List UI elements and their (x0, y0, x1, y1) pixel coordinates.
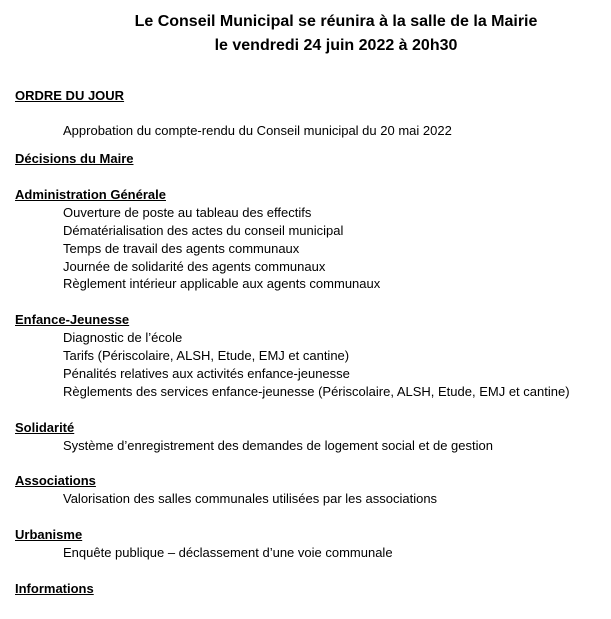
section-heading-urbanisme: Urbanisme (15, 527, 83, 542)
agenda-item: Règlement intérieur applicable aux agents communaux (63, 276, 381, 291)
section-heading-informations: Informations (15, 581, 94, 596)
meeting-title-line-2: le vendredi 24 juin 2022 à 20h30 (214, 37, 458, 54)
agenda-item: Journée de solidarité des agents communaux (63, 259, 326, 274)
agenda-item: Temps de travail des agents communaux (63, 241, 300, 256)
agenda-item: Ouverture de poste au tableau des effectifs (63, 205, 312, 220)
section-heading-decisions-du-maire: Décisions du Maire (15, 151, 134, 166)
section-heading-enfance-jeunesse: Enfance-Jeunesse (15, 312, 130, 327)
agenda-item: Enquête publique – déclassement d’une voie communale (63, 545, 393, 560)
agenda-heading: ORDRE DU JOUR (15, 88, 125, 103)
agenda-item: Diagnostic de l’école (63, 330, 183, 345)
agenda-approval-item: Approbation du compte-rendu du Conseil municipal du 20 mai 2022 (63, 123, 452, 138)
agenda-item: Valorisation des salles communales utilisées par les associations (63, 491, 438, 506)
agenda-item: Pénalités relatives aux activités enfance-jeunesse (63, 366, 350, 381)
section-heading-solidarite: Solidarité (15, 420, 75, 435)
section-heading-administration-generale: Administration Générale (15, 187, 166, 202)
section-heading-associations: Associations (15, 473, 96, 488)
agenda-item: Tarifs (Périscolaire, ALSH, Etude, EMJ et cantine) (63, 348, 350, 363)
agenda-item: Règlements des services enfance-jeunesse (Périscolaire, ALSH, Etude, EMJ et cantine) (63, 384, 570, 399)
meeting-title-line-1: Le Conseil Municipal se réunira à la salle de la Mairie (134, 13, 538, 30)
agenda-item: Dématérialisation des actes du conseil municipal (63, 223, 344, 238)
agenda-item: Système d’enregistrement des demandes de logement social et de gestion (63, 438, 493, 453)
